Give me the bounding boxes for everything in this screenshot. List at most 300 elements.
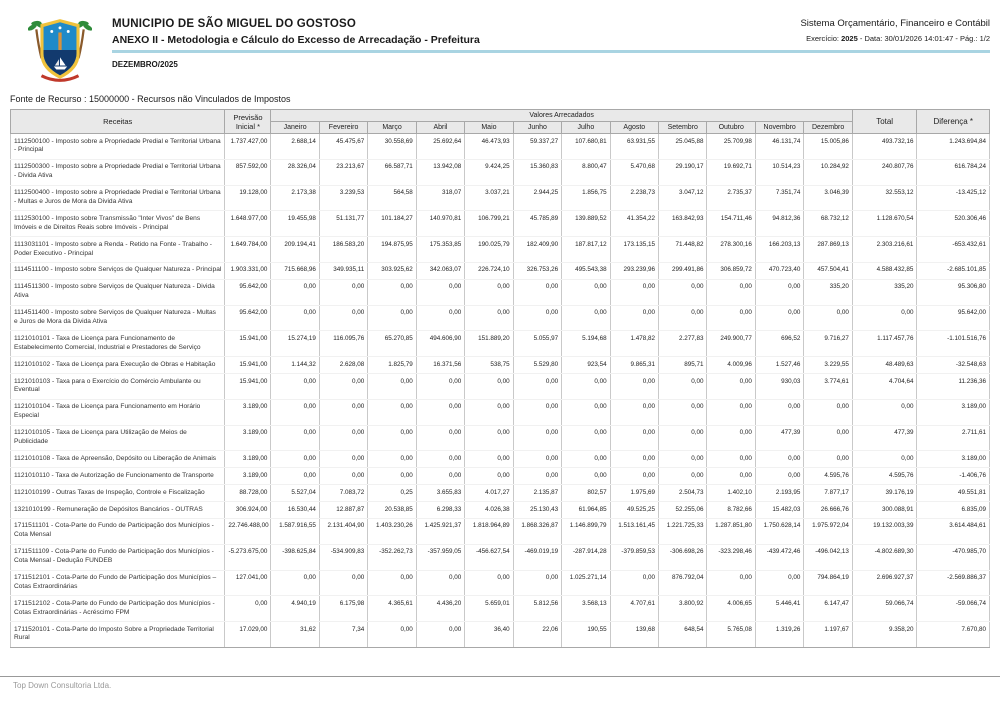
value-cell: 802,57 (562, 485, 610, 502)
value-cell: 0,00 (610, 570, 658, 596)
value-cell: 0,00 (271, 451, 319, 468)
receita-desc: 1321010199 - Remuneração de Depósitos Bancários - OUTRAS (11, 502, 225, 519)
value-cell: 538,75 (465, 357, 513, 374)
value-cell: -306.698,26 (659, 544, 707, 570)
value-cell: 1.975,69 (610, 485, 658, 502)
receita-desc: 1112530100 - Imposto sobre Transmissão "Inter Vivos" de Bens Imóveis e de Direitos Reais sobre Imóveis - Principal (11, 211, 225, 237)
table-row (11, 518, 990, 544)
value-cell: 11.236,36 (917, 374, 990, 400)
table-row (11, 262, 990, 279)
value-cell: 163.842,93 (659, 211, 707, 237)
value-cell: 1.856,75 (562, 185, 610, 211)
column-header-month: Outubro (707, 122, 755, 134)
value-cell: 13.942,08 (416, 159, 464, 185)
value-cell: 9.424,25 (465, 159, 513, 185)
report-header (28, 14, 990, 96)
value-cell: 31,62 (271, 622, 319, 648)
value-cell: 349.935,11 (319, 262, 367, 279)
value-cell: 4.436,20 (416, 596, 464, 622)
value-cell: 0,00 (852, 305, 917, 331)
value-cell: 94.812,36 (755, 211, 803, 237)
value-cell: 19.455,98 (271, 211, 319, 237)
table-row (11, 468, 990, 485)
value-cell: 0,00 (319, 425, 367, 451)
value-cell: 186.583,20 (319, 237, 367, 263)
receita-desc: 1121010101 - Taxa de Licença para Funcionamento de Estabelecimento Comercial, Industrial e Prestadores de Serviço (11, 331, 225, 357)
value-cell: 0,00 (659, 425, 707, 451)
value-cell: 68.732,12 (804, 211, 852, 237)
value-cell: 0,00 (852, 399, 917, 425)
value-cell: -323.298,46 (707, 544, 755, 570)
value-cell: -1.406,76 (917, 468, 990, 485)
value-cell: 0,00 (659, 305, 707, 331)
value-cell: 0,00 (416, 570, 464, 596)
value-cell: 0,00 (368, 622, 416, 648)
value-cell: -59.066,74 (917, 596, 990, 622)
column-header-month: Maio (465, 122, 513, 134)
value-cell: 0,00 (319, 305, 367, 331)
value-cell: 1.197,67 (804, 622, 852, 648)
value-cell: 0,00 (513, 468, 561, 485)
value-cell: 1.737.427,00 (225, 134, 271, 160)
value-cell: 1.243.694,84 (917, 134, 990, 160)
receita-desc: 1121010108 - Taxa de Apreensão, Depósito ou Liberação de Animais (11, 451, 225, 468)
value-cell: 0,00 (271, 570, 319, 596)
value-cell: -352.262,73 (368, 544, 416, 570)
receita-desc: 1121010105 - Taxa de Licença para Utilização de Meios de Publicidade (11, 425, 225, 451)
column-header-receitas: Receitas (11, 110, 225, 134)
value-cell: 0,00 (562, 451, 610, 468)
value-cell: 0,00 (271, 468, 319, 485)
value-cell: 0,00 (804, 399, 852, 425)
value-cell: -5.273.675,00 (225, 544, 271, 570)
value-cell: 2.944,25 (513, 185, 561, 211)
value-cell: 0,00 (707, 451, 755, 468)
value-cell: 477,39 (852, 425, 917, 451)
value-cell: 0,00 (465, 399, 513, 425)
value-cell: 495.543,38 (562, 262, 610, 279)
value-cell: 95.642,00 (225, 305, 271, 331)
value-cell: -469.019,19 (513, 544, 561, 570)
value-cell: -456.627,54 (465, 544, 513, 570)
value-cell: 0,00 (707, 305, 755, 331)
value-cell: 0,00 (659, 279, 707, 305)
value-cell: 923,54 (562, 357, 610, 374)
value-cell: -357.959,05 (416, 544, 464, 570)
value-cell: -2.685.101,85 (917, 262, 990, 279)
value-cell: 45.475,67 (319, 134, 367, 160)
table-row (11, 451, 990, 468)
value-cell: 190,55 (562, 622, 610, 648)
value-cell: 46.473,93 (465, 134, 513, 160)
value-cell: 0,00 (368, 425, 416, 451)
value-cell: 2.277,83 (659, 331, 707, 357)
value-cell: 4.026,38 (465, 502, 513, 519)
value-cell: 616.784,24 (917, 159, 990, 185)
value-cell: 1.144,32 (271, 357, 319, 374)
table-header (11, 110, 990, 134)
value-cell: 10.284,92 (804, 159, 852, 185)
value-cell: 154.711,46 (707, 211, 755, 237)
value-cell: 249.900,77 (707, 331, 755, 357)
value-cell: 19.692,71 (707, 159, 755, 185)
value-cell: 3.568,13 (562, 596, 610, 622)
value-cell: 0,00 (562, 468, 610, 485)
value-cell: 2.303.216,61 (852, 237, 917, 263)
value-cell: 1.128.670,54 (852, 211, 917, 237)
report-title: ANEXO II - Metodologia e Cálculo do Excesso de Arrecadação - Prefeitura (112, 34, 480, 46)
value-cell: 2.135,87 (513, 485, 561, 502)
value-cell: 187.817,12 (562, 237, 610, 263)
value-cell: 3.037,21 (465, 185, 513, 211)
value-cell: 1.513.161,45 (610, 518, 658, 544)
value-cell: 15.941,00 (225, 331, 271, 357)
value-cell: 48.489,63 (852, 357, 917, 374)
receita-desc: 1121010103 - Taxa para o Exercício do Comércio Ambulante ou Eventual (11, 374, 225, 400)
value-cell: 0,00 (755, 570, 803, 596)
value-cell: 88.728,00 (225, 485, 271, 502)
value-cell: 22.746.488,00 (225, 518, 271, 544)
value-cell: 1.903.331,00 (225, 262, 271, 279)
value-cell: 5.527,04 (271, 485, 319, 502)
table-row (11, 570, 990, 596)
value-cell: 15.941,00 (225, 374, 271, 400)
value-cell: 0,00 (416, 451, 464, 468)
value-cell: 1.221.725,33 (659, 518, 707, 544)
value-cell: 0,00 (319, 468, 367, 485)
value-cell: 299.491,86 (659, 262, 707, 279)
value-cell: 5.194,68 (562, 331, 610, 357)
receita-desc: 1114511100 - Imposto sobre Serviços de Qualquer Natureza - Principal (11, 262, 225, 279)
value-cell: 0,00 (804, 451, 852, 468)
value-cell: 0,00 (610, 374, 658, 400)
value-cell: 10.514,23 (755, 159, 803, 185)
value-cell: 0,00 (755, 279, 803, 305)
value-cell: 20.538,85 (368, 502, 416, 519)
value-cell: 1.750.628,14 (755, 518, 803, 544)
exercise-page: Pág.: 1/2 (959, 34, 990, 43)
value-cell: 1.527,46 (755, 357, 803, 374)
value-cell: 182.409,90 (513, 237, 561, 263)
value-cell: 2.688,14 (271, 134, 319, 160)
value-cell: 0,00 (416, 374, 464, 400)
value-cell: 0,00 (416, 305, 464, 331)
receita-desc: 1114511300 - Imposto sobre Serviços de Qualquer Natureza - Divida Ativa (11, 279, 225, 305)
value-cell: 65.270,85 (368, 331, 416, 357)
value-cell: 25.709,98 (707, 134, 755, 160)
value-cell: 1.146.899,79 (562, 518, 610, 544)
table-row (11, 211, 990, 237)
value-cell: 1.648.977,00 (225, 211, 271, 237)
value-cell: 520.306,46 (917, 211, 990, 237)
value-cell: 4.365,61 (368, 596, 416, 622)
value-cell: 29.190,17 (659, 159, 707, 185)
value-cell: 0,00 (271, 374, 319, 400)
value-cell: 28.326,04 (271, 159, 319, 185)
value-cell: 477,39 (755, 425, 803, 451)
value-cell: 0,00 (610, 279, 658, 305)
value-cell: 9.358,20 (852, 622, 917, 648)
value-cell: 9.865,31 (610, 357, 658, 374)
value-cell: 0,00 (416, 425, 464, 451)
value-cell: 3.189,00 (225, 451, 271, 468)
value-cell: 16.530,44 (271, 502, 319, 519)
value-cell: 1.403.230,26 (368, 518, 416, 544)
value-cell: 22,06 (513, 622, 561, 648)
value-cell: 1.287.851,80 (707, 518, 755, 544)
table-row (11, 331, 990, 357)
value-cell: 306.924,00 (225, 502, 271, 519)
table-row (11, 374, 990, 400)
table-row (11, 185, 990, 211)
value-cell: 2.173,38 (271, 185, 319, 211)
value-cell: 0,00 (562, 279, 610, 305)
value-cell: 71.448,82 (659, 237, 707, 263)
value-cell: 7.877,17 (804, 485, 852, 502)
value-cell: 6.175,98 (319, 596, 367, 622)
value-cell: 0,00 (368, 279, 416, 305)
value-cell: 0,00 (755, 399, 803, 425)
value-cell: 457.504,41 (804, 262, 852, 279)
table-row (11, 159, 990, 185)
municipality-name: MUNICIPIO DE SÃO MIGUEL DO GOSTOSO (112, 18, 357, 30)
value-cell: 1.425.921,37 (416, 518, 464, 544)
value-cell: 0,00 (319, 279, 367, 305)
value-cell: 8.782,66 (707, 502, 755, 519)
column-header-month: Junho (513, 122, 561, 134)
value-cell: 166.203,13 (755, 237, 803, 263)
value-cell: 4.940,19 (271, 596, 319, 622)
value-cell: 66.587,71 (368, 159, 416, 185)
column-header-month: Fevereiro (319, 122, 367, 134)
value-cell: 1.587.916,55 (271, 518, 319, 544)
value-cell: 3.189,00 (225, 399, 271, 425)
value-cell: 3.189,00 (225, 425, 271, 451)
value-cell: 0,00 (707, 374, 755, 400)
value-cell: 0,00 (416, 399, 464, 425)
value-cell: 5.055,97 (513, 331, 561, 357)
receita-desc: 1711520101 - Cota-Parte do Imposto Sobre a Propriedade Territorial Rural (11, 622, 225, 648)
value-cell: 0,00 (562, 399, 610, 425)
value-cell: 0,00 (368, 374, 416, 400)
value-cell: 2.193,95 (755, 485, 803, 502)
value-cell: 106.799,21 (465, 211, 513, 237)
value-cell: 49.525,25 (610, 502, 658, 519)
value-cell: 4.006,65 (707, 596, 755, 622)
receita-desc: 1711511101 - Cota-Parte do Fundo de Participação dos Municípios - Cota Mensal (11, 518, 225, 544)
value-cell: 0,00 (465, 425, 513, 451)
value-cell: 0,00 (659, 468, 707, 485)
value-cell: 648,54 (659, 622, 707, 648)
value-cell: 63.931,55 (610, 134, 658, 160)
value-cell: 140.970,81 (416, 211, 464, 237)
value-cell: 3.047,12 (659, 185, 707, 211)
value-cell: 0,00 (610, 451, 658, 468)
value-cell: 0,00 (513, 425, 561, 451)
value-cell: 4.704,64 (852, 374, 917, 400)
value-cell: 0,00 (804, 305, 852, 331)
value-cell: 61.964,85 (562, 502, 610, 519)
value-cell: 3.239,53 (319, 185, 367, 211)
value-cell: 59.066,74 (852, 596, 917, 622)
value-cell: 19.132.003,39 (852, 518, 917, 544)
value-cell: -32.548,63 (917, 357, 990, 374)
value-cell: 0,00 (416, 279, 464, 305)
table-row (11, 622, 990, 648)
value-cell: 0,00 (319, 570, 367, 596)
value-cell: 6.147,47 (804, 596, 852, 622)
value-cell: 696,52 (755, 331, 803, 357)
value-cell: 16.371,56 (416, 357, 464, 374)
value-cell: 2.735,37 (707, 185, 755, 211)
value-cell: 7.351,74 (755, 185, 803, 211)
value-cell: 1.975.972,04 (804, 518, 852, 544)
value-cell: 0,00 (513, 399, 561, 425)
value-cell: 19.128,00 (225, 185, 271, 211)
value-cell: 715.668,96 (271, 262, 319, 279)
receita-desc: 1711512101 - Cota-Parte do Fundo de Participação dos Municípios – Cotas Extraordinárias (11, 570, 225, 596)
value-cell: -439.472,46 (755, 544, 803, 570)
value-cell: 30.558,69 (368, 134, 416, 160)
value-cell: -496.042,13 (804, 544, 852, 570)
value-cell: 2.696.927,37 (852, 570, 917, 596)
column-header-month: Setembro (659, 122, 707, 134)
receita-desc: 1121010104 - Taxa de Licença para Funcionamento em Horário Especial (11, 399, 225, 425)
value-cell: 3.774,61 (804, 374, 852, 400)
value-cell: 5.470,68 (610, 159, 658, 185)
value-cell: 151.889,20 (465, 331, 513, 357)
table-row (11, 305, 990, 331)
value-cell: 15.482,03 (755, 502, 803, 519)
value-cell: 139.889,52 (562, 211, 610, 237)
value-cell: 0,00 (271, 425, 319, 451)
value-cell: 0,00 (513, 570, 561, 596)
value-cell: 8.800,47 (562, 159, 610, 185)
value-cell: 494.606,90 (416, 331, 464, 357)
value-cell: 1.818.964,89 (465, 518, 513, 544)
value-cell: 0,00 (562, 305, 610, 331)
value-cell: -379.859,53 (610, 544, 658, 570)
value-cell: 895,71 (659, 357, 707, 374)
value-cell: 107.680,81 (562, 134, 610, 160)
receita-desc: 1121010102 - Taxa de Licença para Execução de Obras e Habitação (11, 357, 225, 374)
value-cell: 3.229,55 (804, 357, 852, 374)
value-cell: 4.017,27 (465, 485, 513, 502)
value-cell: 3.189,00 (917, 451, 990, 468)
value-cell: -534.909,83 (319, 544, 367, 570)
value-cell: 0,00 (271, 399, 319, 425)
value-cell: 0,00 (416, 622, 464, 648)
value-cell: -470.985,70 (917, 544, 990, 570)
receita-desc: 1121010199 - Outras Taxas de Inspeção, Controle e Fiscalização (11, 485, 225, 502)
value-cell: 5.765,08 (707, 622, 755, 648)
table-row (11, 425, 990, 451)
value-cell: 1.478,82 (610, 331, 658, 357)
footer-divider-line (0, 676, 1000, 677)
value-cell: 0,00 (319, 451, 367, 468)
value-cell: -653.432,61 (917, 237, 990, 263)
value-cell: 0,00 (368, 468, 416, 485)
value-cell: 175.353,85 (416, 237, 464, 263)
value-cell: 0,00 (368, 451, 416, 468)
value-cell: -398.625,84 (271, 544, 319, 570)
value-cell: 139,68 (610, 622, 658, 648)
exercise-line (800, 34, 990, 43)
value-cell: 240.807,76 (852, 159, 917, 185)
value-cell: 318,07 (416, 185, 464, 211)
value-cell: 4.707,61 (610, 596, 658, 622)
system-info (792, 18, 990, 43)
value-cell: 0,00 (465, 468, 513, 485)
value-cell: 3.046,39 (804, 185, 852, 211)
value-cell: 6.835,09 (917, 502, 990, 519)
value-cell: 25.130,43 (513, 502, 561, 519)
value-cell: 0,00 (416, 468, 464, 485)
value-cell: 5.812,56 (513, 596, 561, 622)
footer-company-name: Top Down Consultoria Ltda. (13, 681, 112, 690)
value-cell: 0,00 (610, 425, 658, 451)
value-cell: 3.189,00 (225, 468, 271, 485)
value-cell: 39.176,19 (852, 485, 917, 502)
value-cell: 9.716,27 (804, 331, 852, 357)
value-cell: 0,00 (465, 570, 513, 596)
value-cell: 0,00 (755, 305, 803, 331)
value-cell: 4.595,76 (804, 468, 852, 485)
revenue-table (10, 109, 990, 648)
revenue-table-container (10, 109, 990, 648)
value-cell: 0,00 (707, 570, 755, 596)
value-cell: 7,34 (319, 622, 367, 648)
value-cell: 1.402,10 (707, 485, 755, 502)
value-cell: 0,00 (804, 425, 852, 451)
value-cell: 0,00 (562, 374, 610, 400)
value-cell: 4.009,96 (707, 357, 755, 374)
value-cell: -1.101.516,76 (917, 331, 990, 357)
value-cell: 326.753,26 (513, 262, 561, 279)
value-cell: 876.792,04 (659, 570, 707, 596)
header-divider-line (112, 50, 990, 53)
value-cell: 0,00 (659, 399, 707, 425)
value-cell: 0,00 (513, 451, 561, 468)
value-cell: 0,00 (319, 374, 367, 400)
value-cell: 0,00 (852, 451, 917, 468)
value-cell: 26.666,76 (804, 502, 852, 519)
table-row (11, 237, 990, 263)
value-cell: 470.723,40 (755, 262, 803, 279)
value-cell: 0,00 (610, 305, 658, 331)
exercise-date: - Data: 30/01/2026 14:01:47 - (859, 34, 958, 43)
value-cell: 278.300,16 (707, 237, 755, 263)
value-cell: 1.825,79 (368, 357, 416, 374)
column-group-valores-arrecadados: Valores Arrecadados (271, 110, 852, 122)
value-cell: 0,00 (707, 468, 755, 485)
municipality-coat-of-arms-logo (28, 15, 92, 85)
value-cell: 15.360,83 (513, 159, 561, 185)
value-cell: 2.711,61 (917, 425, 990, 451)
system-name: Sistema Orçamentário, Financeiro e Contábil (800, 18, 990, 29)
fonte-de-recurso-line: Fonte de Recurso : 15000000 - Recursos não Vinculados de Impostos (10, 94, 291, 104)
column-header-month: Abril (416, 122, 464, 134)
value-cell: 194.875,95 (368, 237, 416, 263)
exercise-label: Exercício: (806, 34, 839, 43)
value-cell: 52.255,06 (659, 502, 707, 519)
value-cell: 0,00 (225, 596, 271, 622)
column-header-month: Novembro (755, 122, 803, 134)
value-cell: 0,00 (755, 468, 803, 485)
value-cell: 0,00 (271, 305, 319, 331)
report-period: DEZEMBRO/2025 (112, 60, 178, 69)
value-cell: 3.614.484,61 (917, 518, 990, 544)
